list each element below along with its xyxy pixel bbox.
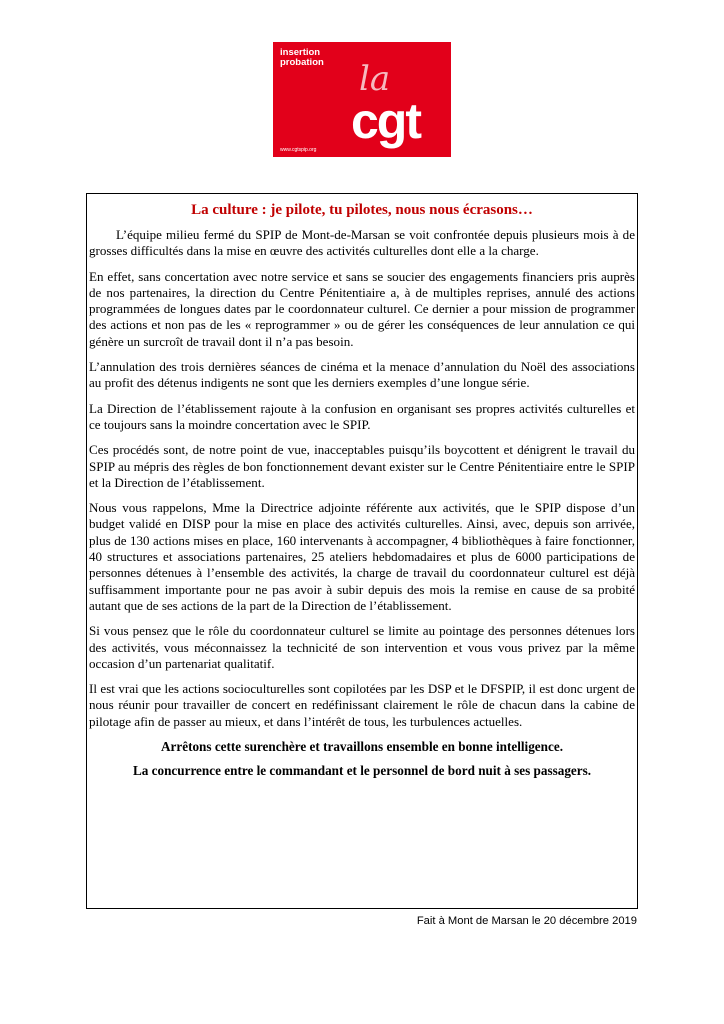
paragraph-1: L’équipe milieu fermé du SPIP de Mont-de-Marsan se voit confrontée depuis plusieurs mois à de grosses difficultés dans la mise en œuvre des activités culturelles dont elle a la charge. [89, 227, 635, 259]
document-body-frame [86, 193, 638, 909]
document-title: La culture : je pilote, tu pilotes, nous nous écrasons… [191, 202, 533, 218]
logo-script-la: la [359, 59, 391, 99]
closing-line-2: La concurrence entre le commandant et le personnel de bord nuit à ses passagers. [132, 763, 592, 779]
logo-line-probation: probation [280, 57, 324, 68]
logo-mark-cgt: cgt [351, 93, 420, 149]
logo-line-insertion: insertion [280, 47, 321, 58]
paragraph-5: Ces procédés sont, de notre point de vue, inacceptables puisqu’ils boycottent et dénigrent le travail du SPIP au mépris des règles de bon fonctionnement devant exister sur le Centre Pénitentiaire entre le SPIP et la Direction de l’établissement. [89, 442, 635, 490]
date-footer: Fait à Mont de Marsan le 20 décembre 2019 [416, 915, 637, 927]
paragraph-6: Nous vous rappelons, Mme la Directrice adjointe référente aux activités, que le SPIP dispose d’un budget validé en DISP pour la mise en place des activités culturelles. Ainsi, avec, depuis son arrivée, plus de 130 actions mises en place, 160 intervenants à accompagner, 4 bibliothèques à faire fonctionner, 40 structures et associations partenaires, 25 ateliers hebdomadaires et plus de 6000 participations de personnes détenues à l’ensemble des activités, la charge de travail du coordonnateur culturel est déjà suffisamment importante pour ne pas avoir à subir depuis des mois la remise en cause de sa probité autant que de ses actions de la part de la Direction de l’établissement. [89, 500, 635, 613]
cgt-insertion-probation-logo [273, 42, 451, 157]
paragraph-8: Il est vrai que les actions socioculturelles sont copilotées par les DSP et le DFSPIP, il est donc urgent de nous réunir pour travailler de concert en redéfinissant clairement le rôle de chacun dans la cabine de pilotage afin de passer au mieux, et dans l’intérêt de tous, les turbulences actuelles. [89, 681, 635, 729]
closing-line-1: Arrêtons cette surenchère et travaillons ensemble en bonne intelligence. [160, 739, 564, 755]
paragraph-7: Si vous pensez que le rôle du coordonnateur culturel se limite au pointage des personnes détenues lors des activités, vous méconnaissez la technicité de son intervention et vous vous privez par la même occasion d’un partenariat qualitatif. [89, 623, 635, 671]
paragraph-4: La Direction de l’établissement rajoute à la confusion en organisant ses propres activités culturelles et ce toujours sans la moindre concertation avec le SPIP. [89, 400, 635, 432]
paragraph-3: L’annulation des trois dernières séances de cinéma et la menace d’annulation du Noël des associations au profit des détenus indigents ne sont que les derniers exemples d’une longue série. [89, 359, 635, 391]
paragraph-2: En effet, sans concertation avec notre service et sans se soucier des engagements financiers pris auprès de nos partenaires, la direction du Centre Pénitentiaire a, à de multiples reprises, annulé des actions programmées de longues dates par le coordonnateur culturel. Ce dernier a pour mission de programmer des actions et non pas de les « reprogrammer » ou de gérer les conséquences de leur annulation ce qui génère un surcroît de travail dont il n’a pas besoin. [89, 268, 635, 349]
logo-url: www.cgtspip.org [280, 147, 317, 153]
